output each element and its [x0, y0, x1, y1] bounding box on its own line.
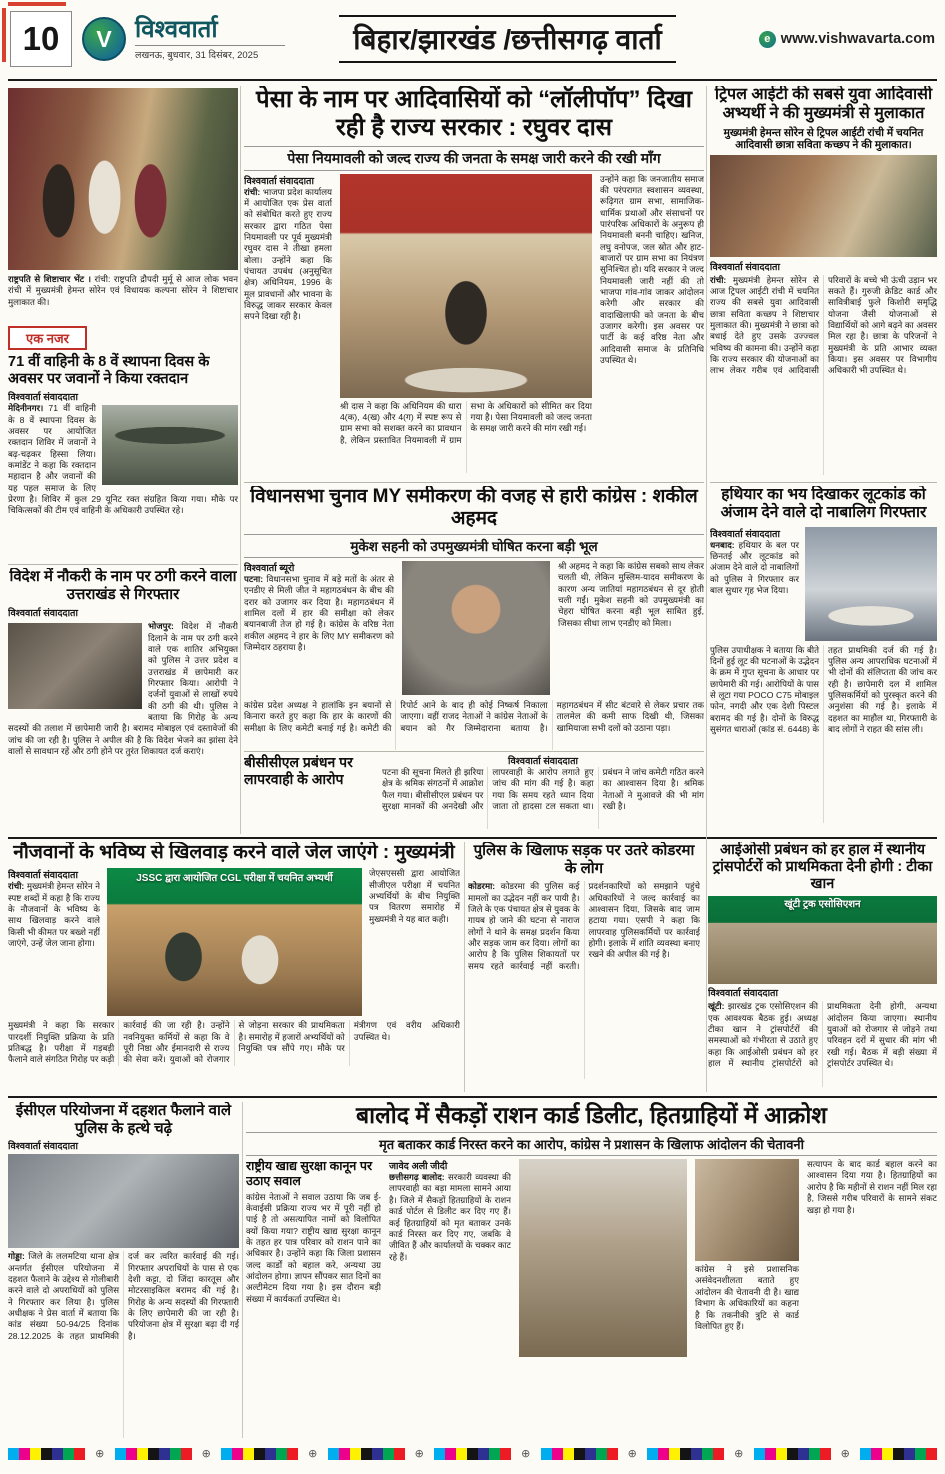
headline: विधानसभा चुनाव MY समीकरण की वजह से हारी कांग्रेस : शकील अहमद — [250, 486, 698, 530]
body-text: मुख्यमंत्री ने कहा कि सरकार पारदर्शी नियुक्ति प्रक्रिया के प्रति प्रतिबद्ध है। परीक्षा में गड़बड़ी फैलाने वाले संगठित गिरोह पर कड़ी कार्रवाई की जा रही है। उन्होंने नवनियुक्त कर्मियों से कहा कि वे पूरी निष्ठा और ईमानदारी से राज्य की सेवा करें। युवाओं को रोजगार से जोड़ना सरकार की प्राथमिकता है। समारोह में हजारों अभ्यर्थियों को नियुक्ति पत्र सौंपे गए। मौके पर मंत्रीगण एवं वरीय अधिकारी उपस्थित थे। — [8, 1020, 460, 1065]
article-balod — [246, 1102, 937, 1438]
color-patch — [115, 1448, 126, 1460]
color-patch — [541, 1448, 552, 1460]
byline: विश्ववार्ता संवाददाता — [8, 608, 78, 620]
color-patch — [926, 1448, 937, 1460]
article-tripleiit — [710, 86, 937, 480]
dateline: रांची: — [8, 881, 25, 892]
body-text: जेएसएससी द्वारा आयोजित सीजीएल परीक्षा में चयनित अभ्यर्थियों के बीच नियुक्ति पत्र वितरण समारोह में मुख्यमंत्री ने यह बात कही। — [369, 868, 460, 924]
color-patch — [434, 1448, 445, 1460]
color-patch — [148, 1448, 159, 1460]
registration-mark: ⊕ — [414, 1447, 424, 1460]
article-body-wrap — [382, 754, 704, 834]
masthead — [10, 6, 935, 72]
color-patch — [243, 1448, 254, 1460]
brand-block — [135, 17, 285, 60]
dateline: रांची: — [710, 274, 727, 285]
body-text — [8, 621, 238, 757]
color-patch — [265, 1448, 276, 1460]
color-patch — [276, 1448, 287, 1460]
color-patch — [41, 1448, 52, 1460]
caption-president — [8, 274, 238, 322]
body-text — [8, 881, 100, 1013]
article-naujawan — [8, 842, 460, 1092]
photo-ration-card-holders — [695, 1159, 799, 1261]
color-patch — [647, 1448, 658, 1460]
subarticle-khadya — [246, 1159, 381, 1430]
byline: विश्ववार्ता संवाददाता — [8, 392, 78, 404]
color-patch — [500, 1448, 511, 1460]
dateline: मेदिनीनगर। — [8, 403, 44, 414]
color-patch — [489, 1448, 500, 1460]
print-color-bar — [754, 1448, 831, 1460]
section-title: बिहार/झारखंड /छत्तीसगढ़ वार्ता — [339, 15, 675, 63]
print-color-bar — [541, 1448, 618, 1460]
color-patch — [170, 1448, 181, 1460]
color-patch — [754, 1448, 765, 1460]
photo-shakeel-ahmad — [402, 561, 550, 695]
masthead-rule — [8, 79, 937, 81]
article-bccl — [244, 754, 704, 834]
body: हथियार के बल पर छिनतई और लूटकांड को अंजाम देने वाले दो नाबालिगों को पुलिस ने गिरफ्तार कर बाल सुधार गृह भेज दिया। — [710, 539, 800, 595]
color-patch — [574, 1448, 585, 1460]
color-patch — [126, 1448, 137, 1460]
print-color-bar — [115, 1448, 192, 1460]
color-patch — [691, 1448, 702, 1460]
color-patch — [159, 1448, 170, 1460]
column-d-body: सत्यापन के बाद कार्ड बहाल करने का आश्वासन दिया गया है। हितग्राहियों का आरोप है कि महीनों से राशन नहीं मिल रहा है, जिससे गरीब परिवारों के सामने संकट खड़ा हो गया है। — [807, 1159, 937, 1215]
photo-balod-leader — [519, 1159, 687, 1357]
color-patch — [915, 1448, 926, 1460]
print-color-bar — [434, 1448, 511, 1460]
photo-banner-text: खूंटी ट्रक एसोसिएशन — [784, 898, 861, 910]
color-patch — [328, 1448, 339, 1460]
body-text — [710, 275, 937, 475]
color-patch — [702, 1448, 713, 1460]
body-text: पुलिस उपाधीक्षक ने बताया कि बीते दिनों हुई लूट की घटनाओं के उद्भेदन के क्रम में गुप्त सूचना के आधार पर छापेमारी की गई। आरोपियों के पास से लूटा गया POCO C75 मोबाइल फोन, नगदी और एक देशी पिस्टल बरामद की गई है। दोनों के विरुद्ध सुसंगत धाराओं (कांड सं. 6448) के तहत प्राथमिकी दर्ज की गई है। पुलिस अन्य आपराधिक घटनाओं में भी दोनों की संलिप्तता की जांच कर रही है। छापेमारी दल में शामिल पुलिसकर्मियों को पुरस्कृत करने की अनुशंसा की गई है। इलाके में दहशत का माहौल था, गिरफ्तारी के बाद लोगों ने राहत की सांस ली। — [710, 644, 937, 734]
body-text: कांग्रेस नेताओं ने सवाल उठाया कि जब ई-केवाईसी प्रक्रिया राज्य भर में पूरी नहीं हो पाई है तो असत्यापित नामों को विलोपित क्यों किया गया? राष्ट्रीय खाद्य सुरक्षा कानून के तहत हर पात्र परिवार को राशन पाने का अधिकार है। उन्होंने कहा कि जिला प्रशासन जल्द कार्डों को बहाल करे, अन्यथा उग्र आंदोलन होगा। ज्ञापन सौंपकर सात दिनों का अल्टीमेटम दिया गया है। इस दौरान बड़ी संख्या में कार्यकर्ता उपस्थित थे। — [246, 1191, 381, 1304]
column-a — [389, 1159, 511, 1358]
registration-mark: ⊕ — [308, 1447, 318, 1460]
headline: नौजवानों के भविष्य से खिलवाड़ करने वाले जेल जाएंगे : मुख्यमंत्री — [13, 842, 455, 863]
globe-icon: e — [759, 31, 776, 48]
subhead: पेसा नियमावली को जल्द राज्य की जनता के समक्ष जारी करने की रखी माँग — [244, 146, 704, 171]
color-patch — [893, 1448, 904, 1460]
color-patch — [871, 1448, 882, 1460]
section-rule — [8, 1096, 937, 1098]
print-color-bar — [328, 1448, 405, 1460]
print-crop-mark — [2, 8, 6, 62]
body: मुख्यमंत्री हेमन्त सोरेन से आज ट्रिपल आईटी रांची में चयनित राज्य की सबसे युवा आदिवासी छात्रा सविता कच्छप ने शिष्टाचार मुलाकात की। मुख्यमंत्री ने छात्रा को बधाई देते हुए उसके उज्ज्वल भविष्य की कामना की। उन्होंने कहा कि राज्य सरकार की योजनाओं का लाभ लेकर गरीब एवं आदिवासी परिवारों के बच्चे भी ऊंची उड़ान भर सकते हैं। गुरुजी क्रेडिट कार्ड और सावित्रीबाई फुले किशोरी समृद्धि योजना जैसी योजनाओं से विद्यार्थियों को आगे बढ़ने का अवसर मिल रहा है। छात्रा के परिजनों ने मुख्यमंत्री के प्रति आभार व्यक्त किया। इस अवसर पर विभागीय अधिकारी भी उपस्थित थे। — [710, 274, 937, 376]
byline: विश्ववार्ता संवाददाता — [244, 175, 314, 187]
page-number: 10 — [10, 11, 72, 67]
body: जिले के ललमटिया थाना क्षेत्र अन्तर्गत ईसीएल परियोजना में दहशत फैलाने के उद्देश्य से गोलीबारी करने वाले दो अपराधियों को पुलिस ने गिरफ्तार कर लिया है। पुलिस अधीक्षक ने प्रेस वार्ता में बताया कि कांड संख्या 50-94/25 दिनांक 28.12.2025 के तहत प्राथमिकी दर्ज कर त्वरित कार्रवाई की गई। गिरफ्तार अपराधियों के पास से एक देशी कट्टा, दो जिंदा कारतूस और मोटरसाइकिल बरामद की गई है। गिरोह के अन्य सदस्यों की गिरफ्तारी के लिए छापेमारी की जा रही है। परियोजना क्षेत्र में सुरक्षा बढ़ा दी गई है। — [8, 1251, 239, 1341]
article-columns — [244, 561, 704, 696]
color-patch — [339, 1448, 350, 1460]
color-patch — [809, 1448, 820, 1460]
column-right — [558, 561, 704, 696]
paper-name: विश्ववार्ता — [135, 16, 218, 44]
color-patch — [30, 1448, 41, 1460]
article-pesa — [244, 86, 704, 480]
body: 71 वीं वाहिनी के 8 वें स्थापना दिवस के अवसर पर आयोजित रक्तदान शिविर में जवानों ने बढ़-चढ़कर हिस्सा लिया। कमांडेंट ने कहा कि रक्तदान महादान है और जवानों की यह पहल समाज के लिए प्रेरणा है। शिविर में कुल 29 यूनिट रक्त संग्रहित किया गया। मौके पर चिकित्सकों की टीम एवं वाहिनी के अधिकारी उपस्थित रहे। — [8, 403, 238, 516]
byline: विश्ववार्ता संवाददाता — [508, 756, 578, 767]
article-videsh — [8, 568, 238, 834]
body: भाजपा प्रदेश कार्यालय में आयोजित एक प्रेस वार्ता को संबोधित करते हुए राज्य सरकार द्वारा गठित पेसा नियमावली पर पूर्व मुख्यमंत्री रघुवर दास ने तीखा हमला बोला। उन्होंने कहा कि पंचायत उपबंध (अनुसूचित क्षेत्र) अधिनियम, 1996 के मूल प्रावधानों और भावना के विरुद्ध जाकर सरकार केवल सपने दिखा रही है। — [244, 186, 333, 322]
photo-cm-student-meeting — [710, 155, 937, 257]
article-columns — [244, 174, 704, 474]
body-text: कांग्रेस ने इसे प्रशासनिक असंवेदनशीलता बताते हुए आंदोलन की चेतावनी दी है। खाद्य विभाग के अधिकारियों का कहना है कि तकनीकी त्रुटि से कार्ड विलोपित हुए हैं। — [695, 1264, 799, 1331]
photo-ecl-arrest — [8, 1154, 239, 1248]
article-my — [244, 486, 704, 750]
column-right — [369, 868, 460, 1016]
column-rule — [706, 86, 707, 1092]
body: विधानसभा चुनाव में बड़े मतों के अंतर से एनडीए से मिली जीत ने महागठबंधन के बीच की दरार को उजागर कर दिया है। महागठबंधन में शामिल दलों में हार की समीक्षा को लेकर बयानबाजी तेज हो गई है। कांग्रेस के वरिष्ठ नेता शकील अहमद ने हार के लिए MY समीकरण को जिम्मेदार ठहराया है। — [244, 573, 394, 652]
print-color-bar — [221, 1448, 298, 1460]
color-patch — [372, 1448, 383, 1460]
color-patch — [467, 1448, 478, 1460]
article-police-protest — [468, 842, 700, 1092]
article-columns — [710, 527, 937, 641]
body-text — [244, 187, 332, 323]
column-rule — [240, 86, 241, 834]
color-patch — [254, 1448, 265, 1460]
headline: हथियार का भय दिखाकर लूटकांड को अंजाम देने वाले दो नाबालिग गिरफ्तार — [720, 486, 927, 522]
registration-mark: ⊕ — [840, 1447, 850, 1460]
dateline: छत्तीसगढ़ बालोद: — [389, 1172, 445, 1183]
print-color-bars — [8, 1446, 937, 1462]
byline: विश्ववार्ता संवाददाता — [8, 1141, 78, 1153]
dateline: खूंटी: — [708, 1001, 725, 1012]
photo-raghuvar-das — [340, 174, 592, 398]
photo-arrest — [8, 623, 142, 709]
body-text — [8, 403, 238, 516]
color-patch — [52, 1448, 63, 1460]
color-patch — [445, 1448, 456, 1460]
column-center — [340, 174, 592, 474]
dateline: रांची: — [244, 186, 261, 197]
color-patch — [552, 1448, 563, 1460]
color-patch — [221, 1448, 232, 1460]
color-patch — [19, 1448, 30, 1460]
caption-text: रांची: राष्ट्रपति द्रौपदी मुर्मू से आज लोक भवन रांची में मुख्यमंत्री हेमन्त सोरेन एवं विधायक कल्पना सोरेन ने शिष्टाचार मुलाकात की। — [8, 274, 238, 307]
article-ecl — [8, 1102, 239, 1438]
byline: जावेद अली जीदी — [389, 1161, 448, 1173]
section-rule — [8, 837, 937, 839]
caption-title: राष्ट्रपति से शिष्टाचार भेंट । — [8, 274, 91, 284]
color-patch — [787, 1448, 798, 1460]
color-patch — [181, 1448, 192, 1460]
column-rule — [464, 842, 465, 1092]
section-title-wrap — [285, 15, 730, 63]
article-columns — [8, 868, 460, 1016]
body: मुख्यमंत्री हेमन्त सोरेन ने स्पष्ट शब्दों में कहा है कि राज्य के नौजवानों के भविष्य के साथ खिलवाड़ करने वाले किसी भी कीमत पर बख्शे नहीं जाएंगे, उन्हें जेल जाना होगा। — [8, 881, 100, 949]
column-rule — [242, 1102, 243, 1438]
byline: विश्ववार्ता संवाददाता — [710, 261, 780, 273]
color-patch — [232, 1448, 243, 1460]
body-text: उन्होंने कहा कि जनजातीय समाज की परंपरागत स्वशासन व्यवस्था, रूढ़िगत ग्राम सभा, सामाजिक-धार्मिक प्रथाओं और संसाधनों पर पारंपरिक अधिकारों के अनुरूप ही नियमावली बननी चाहिए। खनिज, लघु वनोपज, जल स्रोत और हाट-बाजारों पर ग्राम सभा का नियंत्रण सुनिश्चित हो। यदि सरकार ने जल्द नियमावली जारी नहीं की तो भाजपा गांव-गांव जाकर आंदोलन करेगी और सरकार की वादाखिलाफी को जनता के बीच उजागर करेगी। इस अवसर पर पार्टी के कई वरिष्ठ नेता और आदिवासी समाज के प्रतिनिधि उपस्थित थे। — [600, 173, 704, 366]
color-patch — [287, 1448, 298, 1460]
color-patch — [820, 1448, 831, 1460]
body-text: पटना की सूचना मिलते ही झरिया क्षेत्र के श्रमिक संगठनों में आक्रोश फैल गया। बीसीसीएल प्रबंधन पर सुरक्षा मानकों की अनदेखी और लापरवाही के आरोप लगाते हुए जांच की मांग की गई है। कहा गया कि समय रहते ध्यान दिया जाता तो हादसा टल सकता था। प्रबंधन ने जांच कमेटी गठित करने का आश्वासन दिया है। श्रमिक नेताओं ने मुआवजे की भी मांग रखी है। — [382, 767, 704, 812]
color-patch — [860, 1448, 871, 1460]
body: कोडरमा की पुलिस कई मामलों का उद्भेदन नहीं कर पायी है। जिले के एक पंचायत क्षेत्र से युवक के गायब हो जाने की घटना से नाराज लोगों ने थाने के समक्ष प्रदर्शन किया और सड़क जाम कर दिया। लोगों का आरोप है कि पुलिस शिकायतों पर समय रहते कार्रवाई नहीं करती। प्रदर्शनकारियों को समझाने पहुंचे अधिकारियों ने जल्द कार्रवाई का आश्वासन दिया, जिसके बाद जाम हटाया गया। एसपी ने कहा कि लापरवाह पुलिसकर्मियों पर कार्रवाई होगी। इलाके में शांति व्यवस्था बनाए रखने की अपील की गई है। — [468, 881, 700, 971]
article-ioc — [708, 842, 937, 1092]
color-patch — [607, 1448, 618, 1460]
article-divider — [244, 751, 704, 752]
dateline: पटना: — [244, 573, 264, 584]
column-left — [244, 174, 332, 474]
color-patch — [658, 1448, 669, 1460]
byline: विश्ववार्ता संवाददाता — [8, 870, 78, 882]
photo-blood-donation — [102, 405, 238, 485]
article-divider — [244, 482, 704, 483]
headline: ट्रिपल आईटी की सबसे युवा आदिवासी अभ्यर्थी ने की मुख्यमंत्री से मुलाकात — [714, 86, 933, 122]
body-text — [8, 1251, 239, 1438]
body: सरकारी व्यवस्था की लापरवाही का बड़ा मामला सामने आया है। जिले में सैकड़ों हितग्राहियों के राशन कार्ड पोर्टल से डिलीट कर दिए गए हैं। कई हितग्राहियों को मृत बताकर उनके कार्ड निरस्त कर दिए गए, जबकि वे जीवित हैं और कार्यालयों के चक्कर काट रहे हैं। — [389, 1172, 511, 1262]
body-text — [244, 574, 394, 696]
byline: विश्ववार्ता ब्यूरो — [244, 562, 295, 574]
color-patch — [563, 1448, 574, 1460]
headline: विदेश में नौकरी के नाम पर ठगी करने वाला उत्तराखंड से गिरफ्तार — [9, 568, 237, 603]
headline: पेसा के नाम पर आदिवासियों को “लॉलीपॉप” दिखा रही है राज्य सरकार : रघुवर दास — [255, 86, 693, 142]
edition-dateline: लखनऊ, बुधवार, 31 दिसंबर, 2025 — [135, 45, 285, 61]
subhead: मुख्यमंत्री हेमन्त सोरेन से ट्रिपल आईटी रांची में चयनित आदिवासी छात्रा सविता कच्छप ने की मुलाकात। — [723, 126, 924, 152]
color-patch — [798, 1448, 809, 1460]
color-patch — [585, 1448, 596, 1460]
color-patch — [765, 1448, 776, 1460]
website-block — [730, 31, 935, 48]
column-right — [600, 174, 704, 474]
headline: बीसीसीएल प्रबंधन पर लापरवाही के आरोप — [244, 754, 353, 787]
color-patch — [350, 1448, 361, 1460]
byline: विश्ववार्ता संवाददाता — [708, 988, 778, 1000]
print-color-bar — [8, 1448, 85, 1460]
body: झारखंड ट्रक एसोसिएशन की एक आवश्यक बैठक हुई। अध्यक्ष टीका खान ने ट्रांसपोर्टरों की समस्याओं को गंभीरता से उठाते हुए कहा कि आईओसी प्रबंधन को हर हाल में स्थानीय ट्रांसपोर्टरों को प्राथमिकता देनी होगी, अन्यथा आंदोलन किया जाएगा। स्थानीय युवाओं को रोजगार से जोड़ने तथा परिवहन दरों में सुधार की मांग भी रखी गई। बैठक में बड़ी संख्या में ट्रांसपोर्टर उपस्थित थे। — [708, 1001, 937, 1069]
article-divider — [710, 482, 937, 483]
color-patch — [8, 1448, 19, 1460]
column-left — [244, 561, 394, 696]
color-patch — [63, 1448, 74, 1460]
paper-logo-icon: V — [82, 17, 126, 61]
subhead: मुकेश सहनी को उपमुख्यमंत्री घोषित करना बड़ी भूल — [244, 534, 704, 558]
photo-jssc-ceremony — [107, 868, 362, 1016]
column-left — [710, 527, 799, 641]
color-patch — [882, 1448, 893, 1460]
headline: बालोद में सैकड़ों राशन कार्ड डिलीट, हितग्राहियों में आक्रोश — [356, 1102, 827, 1128]
headline: ईसीएल परियोजना में दहशत फैलाने वाले पुलिस के हत्थे चढ़े — [15, 1102, 232, 1137]
color-patch — [478, 1448, 489, 1460]
color-patch — [137, 1448, 148, 1460]
body-text — [468, 881, 700, 1079]
body-text: श्री दास ने कहा कि अधिनियम की धारा 4(क), 4(ख) और 4(ग) में स्पष्ट रूप से ग्राम सभा को सशक्त करने का प्रावधान है, लेकिन प्रस्तावित नियमावली में ग्राम सभा के अधिकारों को सीमित कर दिया गया है। पेसा नियमावली को जल्द जनता के समक्ष जारी करने की मांग रखी गई। — [340, 400, 592, 445]
print-color-bar — [860, 1448, 937, 1460]
body-text — [708, 1001, 937, 1087]
registration-mark: ⊕ — [201, 1447, 211, 1460]
color-patch — [904, 1448, 915, 1460]
body-text: श्री अहमद ने कहा कि कांग्रेस सबको साथ लेकर चलती थी, लेकिन मुस्लिम-यादव समीकरण के कारण अन्य जातियां महागठबंधन से दूर होती चली गईं। मुकेश सहनी को उपमुख्यमंत्री का चेहरा घोषित करना बड़ी भूल साबित हुई, जिसका सीधा लाभ एनडीए को मिला। — [558, 560, 704, 628]
dateline: कोडरमा: — [468, 881, 496, 892]
headline: राष्ट्रीय खाद्य सुरक्षा कानून पर उठाए सवाल — [246, 1159, 373, 1188]
headline: आईओसी प्रबंधन को हर हाल में स्थानीय ट्रांसपोर्टरों को प्राथमिकता देनी होगी : टीका खान — [712, 842, 933, 893]
photo-banner-text: JSSC द्वारा आयोजित CGL परीक्षा में चयनित अभ्यर्थी — [136, 872, 333, 884]
color-patch — [669, 1448, 680, 1460]
article-eknazar — [8, 326, 238, 564]
headline: 71 वीं वाहिनी के 8 वें स्थापना दिवस के अवसर पर जवानों ने किया रक्तदान — [8, 354, 210, 388]
column-c — [695, 1159, 799, 1358]
color-patch — [680, 1448, 691, 1460]
color-patch — [74, 1448, 85, 1460]
print-color-bar — [647, 1448, 724, 1460]
body-text — [710, 540, 799, 597]
column-left — [8, 868, 100, 1016]
color-patch — [394, 1448, 405, 1460]
color-patch — [596, 1448, 607, 1460]
color-patch — [776, 1448, 787, 1460]
article-divider — [8, 564, 238, 565]
website-url: www.vishwavarta.com — [780, 31, 935, 47]
eknazar-label: एक नजर — [8, 326, 87, 350]
subhead: मृत बताकर कार्ड निरस्त करने का आरोप, कांग्रेस ने प्रशासन के खिलाफ आंदोलन की चेतावनी — [246, 1132, 937, 1156]
body-text — [389, 1172, 511, 1358]
dateline: धनबाद: — [710, 539, 735, 550]
photo-truck-association — [708, 896, 937, 984]
registration-mark: ⊕ — [734, 1447, 744, 1460]
body: विदेश में नौकरी दिलाने के नाम पर ठगी करने वाले एक शातिर अभियुक्त को पुलिस ने उत्तर प्रदेश व उत्तराखंड में छापेमारी कर गिरफ्तार किया। आरोपी ने दर्जनों युवाओं से लाखों रुपये की ठगी की थी। पुलिस ने बताया कि गिरोह के अन्य सदस्यों की तलाश में छापेमारी जारी है। बरामद मोबाइल एवं दस्तावेजों की जांच की जा रही है। पुलिस ने अपील की है कि विदेश भेजने का झांसा देने वालों से सावधान रहें और ठगी होने पर तुरंत शिकायत दर्ज कराएं। — [8, 621, 238, 757]
body-text: कांग्रेस प्रदेश अध्यक्ष ने हालांकि इन बयानों से किनारा करते हुए कहा कि हार के कारणों की समीक्षा के लिए कमेटी बनाई गई है। कमेटी की रिपोर्ट आने के बाद ही कोई निष्कर्ष निकाला जाएगा। वहीं राजद नेताओं ने कांग्रेस नेताओं के बयान को गैर जिम्मेदाराना बताया है। महागठबंधन में सीट बंटवारे से लेकर प्रचार तक तालमेल की कमी साफ दिखी थी, जिसका खामियाजा सभी दलों को उठाना पड़ा। — [244, 699, 704, 733]
headline: पुलिस के खिलाफ सड़क पर उतरे कोडरमा के लोग — [473, 842, 695, 877]
color-patch — [361, 1448, 372, 1460]
registration-mark: ⊕ — [521, 1447, 531, 1460]
byline: विश्ववार्ता संवाददाता — [710, 528, 780, 540]
color-patch — [713, 1448, 724, 1460]
dateline: गोड्डा: — [8, 1251, 25, 1262]
article-hathiyar — [710, 486, 937, 834]
registration-mark: ⊕ — [627, 1447, 637, 1460]
registration-mark: ⊕ — [95, 1447, 105, 1460]
article-grid — [246, 1159, 937, 1438]
dateline: भोजपुर: — [148, 621, 174, 632]
color-patch — [456, 1448, 467, 1460]
color-patch — [383, 1448, 394, 1460]
photo-police-seized-items — [805, 527, 937, 641]
photo-president-meeting — [8, 88, 238, 270]
